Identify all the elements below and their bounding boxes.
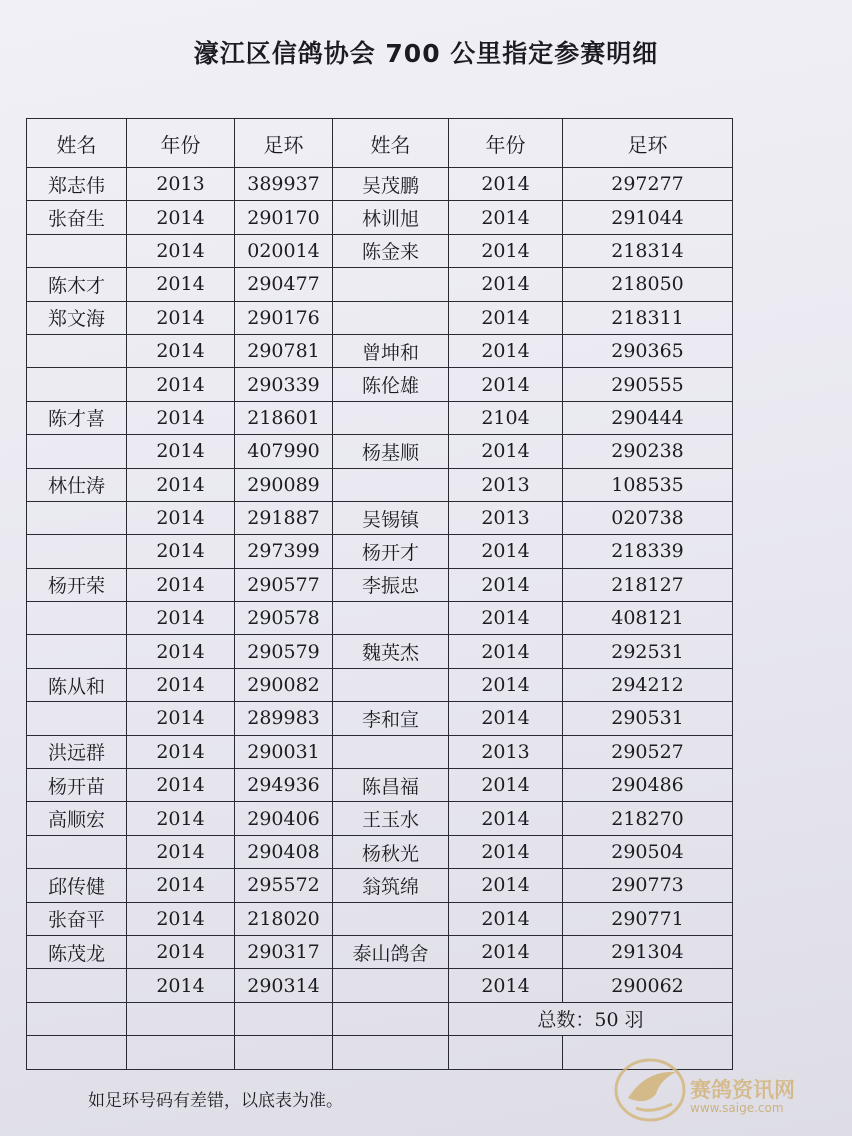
cell-year-2: 2014 — [449, 168, 563, 201]
cell-year-2: 2014 — [449, 435, 563, 468]
cell-ring-1: 290408 — [235, 835, 333, 868]
cell-name-2 — [333, 735, 449, 768]
cell-ring-1: 290578 — [235, 602, 333, 635]
cell-year-2: 2014 — [449, 769, 563, 802]
cell-name-1: 邱传健 — [27, 869, 127, 902]
cell-ring-1: 020014 — [235, 234, 333, 267]
cell-ring-1: 290579 — [235, 635, 333, 668]
table-row — [27, 735, 733, 768]
header-year-2: 年份 — [449, 119, 563, 168]
cell-ring-1: 290577 — [235, 568, 333, 601]
cell-name-1: 洪远群 — [27, 735, 127, 768]
header-name-2: 姓名 — [333, 119, 449, 168]
cell-year-1: 2014 — [127, 401, 235, 434]
cell-name-2 — [333, 969, 449, 1002]
cell-year-1: 2014 — [127, 334, 235, 367]
empty-cell — [127, 1002, 235, 1035]
cell-year-2: 2014 — [449, 201, 563, 234]
cell-ring-2: 290238 — [563, 435, 733, 468]
table-row — [27, 869, 733, 902]
cell-year-1: 2014 — [127, 702, 235, 735]
cell-year-2: 2014 — [449, 568, 563, 601]
cell-year-2: 2014 — [449, 668, 563, 701]
cell-ring-1: 290089 — [235, 468, 333, 501]
cell-year-1: 2014 — [127, 535, 235, 568]
cell-ring-2: 290773 — [563, 869, 733, 902]
table-row — [27, 769, 733, 802]
cell-ring-1: 295572 — [235, 869, 333, 902]
cell-name-1 — [27, 702, 127, 735]
watermark-url: www.saige.com — [690, 1101, 784, 1115]
cell-year-1: 2014 — [127, 802, 235, 835]
cell-year-2: 2014 — [449, 935, 563, 968]
table-row — [27, 935, 733, 968]
cell-year-1: 2014 — [127, 234, 235, 267]
entry-table — [26, 118, 733, 1070]
cell-year-1: 2014 — [127, 368, 235, 401]
cell-year-1: 2014 — [127, 435, 235, 468]
cell-ring-1: 294936 — [235, 769, 333, 802]
cell-ring-1: 218020 — [235, 902, 333, 935]
table-row — [27, 435, 733, 468]
cell-name-2: 吴锡镇 — [333, 501, 449, 534]
cell-year-2: 2014 — [449, 802, 563, 835]
cell-year-2: 2104 — [449, 401, 563, 434]
cell-ring-1: 290082 — [235, 668, 333, 701]
watermark-text: 赛鸽资讯网 — [690, 1078, 795, 1102]
cell-year-1: 2014 — [127, 468, 235, 501]
cell-name-2: 陈金来 — [333, 234, 449, 267]
cell-name-2: 吴茂鹏 — [333, 168, 449, 201]
cell-name-1: 陈才喜 — [27, 401, 127, 434]
cell-ring-2: 290531 — [563, 702, 733, 735]
table-row — [27, 802, 733, 835]
cell-year-1: 2014 — [127, 869, 235, 902]
cell-year-1: 2014 — [127, 201, 235, 234]
cell-name-1 — [27, 602, 127, 635]
cell-name-1: 杨开荣 — [27, 568, 127, 601]
cell-ring-2: 291044 — [563, 201, 733, 234]
empty-cell — [127, 1036, 235, 1069]
cell-year-1: 2014 — [127, 935, 235, 968]
cell-name-1: 陈从和 — [27, 668, 127, 701]
header-row — [27, 119, 733, 168]
cell-name-2 — [333, 602, 449, 635]
cell-name-2 — [333, 902, 449, 935]
cell-year-1: 2014 — [127, 635, 235, 668]
cell-year-2: 2013 — [449, 735, 563, 768]
cell-name-2 — [333, 401, 449, 434]
cell-year-2: 2014 — [449, 334, 563, 367]
cell-ring-1: 290317 — [235, 935, 333, 968]
table-row — [27, 668, 733, 701]
cell-ring-2: 290527 — [563, 735, 733, 768]
cell-ring-1: 389937 — [235, 168, 333, 201]
cell-name-2 — [333, 268, 449, 301]
cell-ring-2: 290555 — [563, 368, 733, 401]
cell-year-2: 2014 — [449, 602, 563, 635]
cell-ring-1: 290406 — [235, 802, 333, 835]
cell-name-2: 林训旭 — [333, 201, 449, 234]
table-row — [27, 902, 733, 935]
cell-name-1 — [27, 435, 127, 468]
cell-name-2: 杨基顺 — [333, 435, 449, 468]
cell-name-1: 杨开苗 — [27, 769, 127, 802]
cell-ring-2: 408121 — [563, 602, 733, 635]
cell-year-2: 2014 — [449, 268, 563, 301]
table-row — [27, 969, 733, 1002]
cell-year-1: 2014 — [127, 602, 235, 635]
cell-name-1: 郑志伟 — [27, 168, 127, 201]
cell-ring-1: 297399 — [235, 535, 333, 568]
cell-name-2: 杨秋光 — [333, 835, 449, 868]
cell-ring-1: 218601 — [235, 401, 333, 434]
cell-name-1: 陈茂龙 — [27, 935, 127, 968]
header-ring-2: 足环 — [563, 119, 733, 168]
table-row — [27, 501, 733, 534]
table-row — [27, 635, 733, 668]
header-year-1: 年份 — [127, 119, 235, 168]
empty-cell — [27, 1002, 127, 1035]
cell-year-1: 2014 — [127, 568, 235, 601]
cell-ring-2: 218127 — [563, 568, 733, 601]
table-row — [27, 568, 733, 601]
cell-year-2: 2014 — [449, 535, 563, 568]
cell-ring-2: 020738 — [563, 501, 733, 534]
cell-year-1: 2014 — [127, 301, 235, 334]
cell-name-2: 翁筑绵 — [333, 869, 449, 902]
cell-name-2 — [333, 668, 449, 701]
cell-name-1 — [27, 835, 127, 868]
cell-name-1: 郑文海 — [27, 301, 127, 334]
cell-name-1: 张奋生 — [27, 201, 127, 234]
cell-ring-1: 290314 — [235, 969, 333, 1002]
table-row — [27, 468, 733, 501]
empty-cell — [235, 1002, 333, 1035]
cell-ring-1: 407990 — [235, 435, 333, 468]
empty-cell — [333, 1002, 449, 1035]
cell-name-2: 魏英杰 — [333, 635, 449, 668]
table-row — [27, 334, 733, 367]
cell-name-1 — [27, 501, 127, 534]
cell-year-1: 2014 — [127, 902, 235, 935]
empty-cell — [27, 1036, 127, 1069]
cell-ring-2: 290062 — [563, 969, 733, 1002]
cell-year-1: 2014 — [127, 268, 235, 301]
cell-ring-1: 290339 — [235, 368, 333, 401]
cell-year-2: 2013 — [449, 501, 563, 534]
cell-ring-2: 290771 — [563, 902, 733, 935]
footnote: 如足环号码有差错，以底表为准。 — [88, 1091, 343, 1111]
table-row — [27, 168, 733, 201]
cell-ring-2: 294212 — [563, 668, 733, 701]
cell-year-1: 2014 — [127, 769, 235, 802]
empty-cell — [449, 1036, 563, 1069]
header-ring-1: 足环 — [235, 119, 333, 168]
cell-ring-1: 290477 — [235, 268, 333, 301]
cell-ring-2: 292531 — [563, 635, 733, 668]
cell-year-1: 2014 — [127, 969, 235, 1002]
cell-ring-1: 290781 — [235, 334, 333, 367]
table-row — [27, 201, 733, 234]
cell-ring-1: 290031 — [235, 735, 333, 768]
cell-name-2 — [333, 301, 449, 334]
cell-year-2: 2014 — [449, 234, 563, 267]
cell-ring-1: 291887 — [235, 501, 333, 534]
table-row — [27, 234, 733, 267]
cell-year-2: 2014 — [449, 702, 563, 735]
cell-name-1 — [27, 535, 127, 568]
cell-name-1: 高顺宏 — [27, 802, 127, 835]
cell-name-1 — [27, 234, 127, 267]
cell-ring-2: 108535 — [563, 468, 733, 501]
table-row — [27, 835, 733, 868]
cell-name-2: 泰山鸽舍 — [333, 935, 449, 968]
cell-ring-1: 290170 — [235, 201, 333, 234]
cell-year-2: 2014 — [449, 902, 563, 935]
empty-cell — [333, 1036, 449, 1069]
cell-ring-2: 218050 — [563, 268, 733, 301]
cell-name-2: 陈昌福 — [333, 769, 449, 802]
cell-ring-2: 218311 — [563, 301, 733, 334]
table-row — [27, 368, 733, 401]
cell-ring-2: 218270 — [563, 802, 733, 835]
cell-year-1: 2013 — [127, 168, 235, 201]
cell-name-1 — [27, 969, 127, 1002]
cell-year-2: 2014 — [449, 969, 563, 1002]
cell-name-1: 林仕涛 — [27, 468, 127, 501]
cell-name-2: 王玉水 — [333, 802, 449, 835]
total-row — [27, 1002, 733, 1035]
cell-name-1: 张奋平 — [27, 902, 127, 935]
cell-name-2: 曾坤和 — [333, 334, 449, 367]
cell-ring-2: 218314 — [563, 234, 733, 267]
cell-year-2: 2014 — [449, 869, 563, 902]
cell-name-1 — [27, 635, 127, 668]
cell-ring-1: 289983 — [235, 702, 333, 735]
cell-year-1: 2014 — [127, 501, 235, 534]
cell-ring-2: 290444 — [563, 401, 733, 434]
empty-cell — [235, 1036, 333, 1069]
cell-name-2 — [333, 468, 449, 501]
cell-year-2: 2014 — [449, 368, 563, 401]
cell-year-2: 2014 — [449, 301, 563, 334]
table-row — [27, 401, 733, 434]
cell-year-1: 2014 — [127, 668, 235, 701]
table-row — [27, 702, 733, 735]
header-name-1: 姓名 — [27, 119, 127, 168]
cell-name-2: 陈伦雄 — [333, 368, 449, 401]
page-title: 濠江区信鸽协会 700 公里指定参赛明细 — [193, 39, 659, 68]
cell-name-1 — [27, 334, 127, 367]
cell-year-2: 2013 — [449, 468, 563, 501]
cell-name-2: 李和宣 — [333, 702, 449, 735]
cell-ring-2: 290504 — [563, 835, 733, 868]
table-row — [27, 602, 733, 635]
cell-year-2: 2014 — [449, 635, 563, 668]
cell-year-1: 2014 — [127, 835, 235, 868]
total-count: 总数：50 羽 — [449, 1002, 733, 1035]
cell-year-2: 2014 — [449, 835, 563, 868]
cell-year-1: 2014 — [127, 735, 235, 768]
cell-name-2: 李振忠 — [333, 568, 449, 601]
cell-name-1: 陈木才 — [27, 268, 127, 301]
table-row — [27, 535, 733, 568]
cell-name-2: 杨开才 — [333, 535, 449, 568]
table-row — [27, 268, 733, 301]
cell-ring-2: 290365 — [563, 334, 733, 367]
cell-ring-2: 297277 — [563, 168, 733, 201]
table-row — [27, 301, 733, 334]
cell-ring-2: 291304 — [563, 935, 733, 968]
cell-name-1 — [27, 368, 127, 401]
cell-ring-2: 290486 — [563, 769, 733, 802]
table-body — [27, 168, 733, 1003]
cell-ring-1: 290176 — [235, 301, 333, 334]
cell-ring-2: 218339 — [563, 535, 733, 568]
